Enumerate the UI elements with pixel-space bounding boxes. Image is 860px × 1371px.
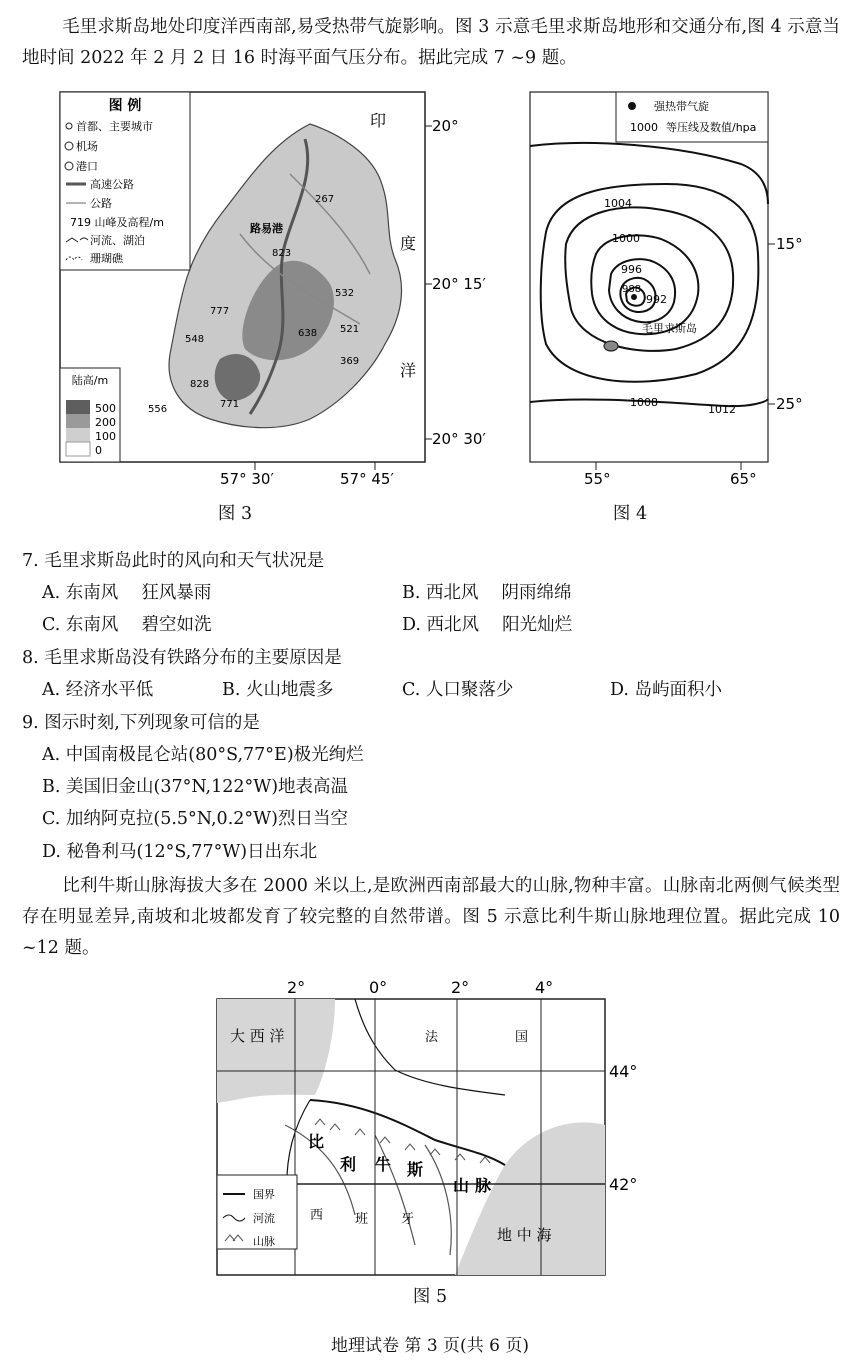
legend-isobar-value: 1000 [630, 121, 658, 134]
fig5-lon-2e: 2° [451, 978, 470, 997]
q7-option-c: C. 东南风 碧空如洗 [42, 615, 212, 635]
port-louis-label: 路易港 [250, 222, 283, 235]
elev-swatch-0 [66, 442, 90, 456]
fig3-lon-57-45: 57° 45′ [340, 470, 394, 488]
isobar-label-992: 992 [646, 293, 667, 306]
elev-label-200: 200 [95, 416, 116, 429]
legend-isobar: 等压线及数值/hpa [666, 121, 757, 134]
range-char-1: 比 [308, 1132, 325, 1151]
fig4-lat-25: 25° [776, 395, 803, 413]
fig3-lon-57-30: 57° 30′ [220, 470, 274, 488]
fig3-legend-title: 图 例 [108, 98, 142, 114]
question-7-stem: 7. 毛里求斯岛此时的风向和天气状况是 [22, 551, 325, 571]
island-label: 毛里求斯岛 [642, 322, 697, 335]
peak-label: 521 [340, 324, 360, 335]
legend-peak: 719 山峰及高程/m [70, 216, 164, 229]
cyclone-legend-icon [628, 102, 636, 110]
intro-paragraph-2 [22, 871, 840, 964]
figure-4-isobar-map [526, 84, 818, 494]
peak-label: 638 [298, 328, 318, 339]
question-8-stem: 8. 毛里求斯岛没有铁路分布的主要原因是 [22, 648, 342, 668]
elev-swatch-200 [66, 414, 90, 428]
q8-option-d: D. 岛屿面积小 [610, 680, 723, 700]
fig3-lat-20-15: 20° 15′ [432, 275, 486, 293]
q9-option-a: A. 中国南极昆仑站(80°S,77°E)极光绚烂 [42, 745, 364, 765]
isobar-label-1012: 1012 [708, 403, 736, 416]
sea-char-3: 洋 [400, 361, 417, 380]
fig5-lon-4e: 4° [535, 978, 554, 997]
q8-option-c: C. 人口聚落少 [402, 680, 514, 700]
peak-label: 828 [190, 379, 210, 390]
isobar-label-996: 996 [621, 263, 642, 276]
peak-label: 532 [335, 288, 355, 299]
q7-option-b: B. 西北风 阴雨绵绵 [402, 583, 572, 603]
isobar-label-1000: 1000 [612, 232, 640, 245]
q8-option-a: A. 经济水平低 [42, 680, 154, 700]
elev-legend-title: 陆高/m [71, 374, 109, 387]
legend-mountain: 山脉 [253, 1235, 275, 1248]
range-char-2: 利 [340, 1155, 357, 1174]
fig5-lon-0: 0° [369, 978, 388, 997]
intro-text-1: 毛里求斯岛地处印度洋西南部,易受热带气旋影响。图 3 示意毛里求斯岛地形和交通分布,图 4 示意当地时间 2022 年 2 月 2 日 16 时海平面气压分布。据此完成 7 ~9 题。 [22, 17, 840, 68]
peak-label: 267 [315, 194, 335, 205]
q7-option-a: A. 东南风 狂风暴雨 [42, 583, 212, 603]
legend-port: 港口 [76, 160, 98, 173]
elev-label-0: 0 [95, 444, 102, 457]
fig5-lon-2w: 2° [287, 978, 306, 997]
figure-3-map [40, 84, 516, 494]
q7-option-d: D. 西北风 阳光灿烂 [402, 615, 573, 635]
q9-option-b: B. 美国旧金山(37°N,122°W)地表高温 [42, 777, 349, 797]
isobar-label-988: 988 [622, 284, 642, 295]
legend-river: 河流、湖泊 [90, 234, 145, 247]
range-char-3: 牛 [375, 1155, 392, 1174]
q8-option-b: B. 火山地震多 [222, 680, 334, 700]
page-footer: 地理试卷 第 3 页(共 6 页) [331, 1336, 529, 1356]
figure-5-map [205, 975, 655, 1277]
legend-highway: 高速公路 [90, 178, 134, 191]
isobar-label-1008: 1008 [630, 396, 658, 409]
figure-4-caption: 图 4 [612, 504, 648, 524]
intro-paragraph-1 [22, 12, 840, 74]
fig5-lat-42: 42° [609, 1175, 638, 1194]
legend-border: 国界 [253, 1188, 275, 1201]
france-char-2: 国 [515, 1030, 529, 1045]
fig5-lat-44: 44° [609, 1062, 638, 1081]
question-9-stem: 9. 图示时刻,下列现象可信的是 [22, 713, 260, 733]
legend-road: 公路 [90, 197, 112, 210]
peak-label: 548 [185, 334, 205, 345]
sea-char-1: 印 [370, 111, 387, 130]
fig3-lat-20-30: 20° 30′ [432, 430, 486, 448]
peak-label: 771 [220, 399, 240, 410]
figure-5-caption: 图 5 [412, 1287, 448, 1307]
figure-3-caption: 图 3 [217, 504, 253, 524]
range-char-5: 山 [453, 1176, 470, 1195]
elev-swatch-100 [66, 428, 90, 442]
legend-airport: 机场 [76, 140, 98, 153]
range-char-4: 斯 [407, 1160, 424, 1179]
sea-char-2: 度 [400, 234, 417, 253]
q9-option-d: D. 秘鲁利马(12°S,77°W)日出东北 [42, 842, 318, 862]
fig4-lat-15: 15° [776, 235, 803, 253]
spain-char-2: 班 [355, 1212, 369, 1227]
peak-label: 556 [148, 404, 168, 415]
atlantic-area [217, 999, 335, 1103]
peak-label: 777 [210, 306, 230, 317]
legend-city: 首都、主要城市 [76, 120, 153, 133]
france-char-1: 法 [425, 1030, 439, 1045]
mediterranean-label: 地 中 海 [497, 1226, 552, 1244]
fig4-lon-65: 65° [730, 470, 757, 488]
range-char-6: 脉 [475, 1176, 492, 1195]
peak-label: 369 [340, 356, 360, 367]
spain-char-1: 西 [310, 1208, 324, 1223]
fig4-lon-55: 55° [584, 470, 611, 488]
legend-cyclone: 强热带气旋 [654, 100, 709, 113]
peak-label: 823 [272, 248, 292, 259]
isobar-label-1004: 1004 [604, 197, 632, 210]
mauritius-island-icon [604, 341, 618, 351]
spain-char-3: 牙 [401, 1212, 415, 1227]
elev-label-500: 500 [95, 402, 116, 415]
elev-label-100: 100 [95, 430, 116, 443]
elev-swatch-500 [66, 400, 90, 414]
q9-option-c: C. 加纳阿克拉(5.5°N,0.2°W)烈日当空 [42, 809, 348, 829]
intro-text-2: 比利牛斯山脉海拔大多在 2000 米以上,是欧洲西南部最大的山脉,物种丰富。山脉南北两侧气候类型存在明显差异,南坡和北坡都发育了较完整的自然带谱。图 5 示意比利牛斯山脉地理位置。据此完成 10 ~12 题。 [22, 876, 840, 958]
legend-river: 河流 [253, 1212, 275, 1225]
fig3-lat-20: 20° [432, 117, 459, 135]
atlantic-label: 大 西 洋 [230, 1027, 285, 1045]
legend-reef: 珊瑚礁 [90, 252, 123, 265]
